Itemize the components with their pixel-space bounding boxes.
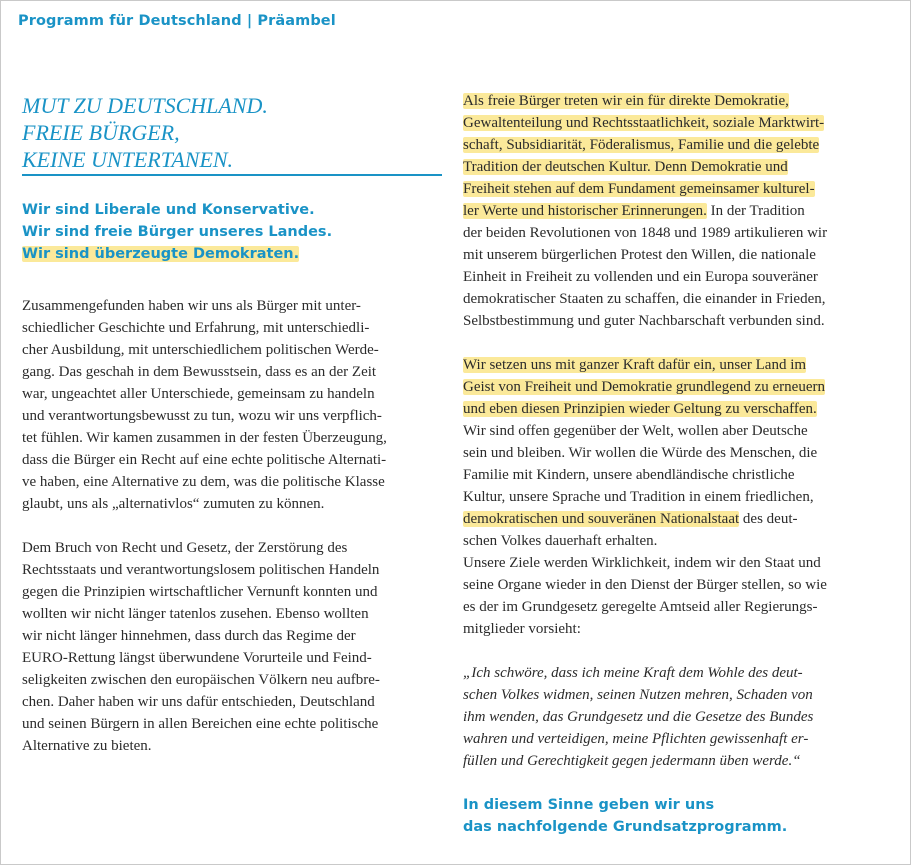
paragraph-right-1: [463, 90, 893, 332]
text-line: seine Organe wieder in den Dienst der Bürger stellen, so wie: [463, 577, 827, 593]
text-line: ve haben, eine Alternative zu dem, was die politische Klasse: [22, 474, 385, 490]
highlighted-text: Tradition der deutschen Kultur. Denn Demokratie und: [463, 159, 788, 175]
text-line: Dem Bruch von Recht und Gesetz, der Zerstörung des: [22, 540, 348, 556]
quote-line: „Ich schwöre, dass ich meine Kraft dem Wohle des deut-: [463, 665, 803, 681]
text-line: sein und bleiben. Wir wollen die Würde des Menschen, die: [463, 445, 818, 461]
quote-line: ihm wenden, das Grundgesetz und die Gesetze des Bundes: [463, 709, 814, 725]
highlighted-text: Gewaltenteilung und Rechtsstaatlichkeit, soziale Marktwirt-: [463, 115, 825, 131]
left-column: [22, 92, 444, 757]
text-line: tet fühlen. Wir kamen zusammen in der festen Überzeugung,: [22, 430, 387, 446]
text-fragment: des deut-: [739, 511, 798, 527]
page-title: [22, 92, 442, 176]
right-column: [463, 90, 893, 838]
text-line: wollten wir nicht länger tatenlos zusehen. Ebenso wollten: [22, 606, 369, 622]
text-line: [463, 398, 893, 420]
page-header: Programm für Deutschland | Präambel: [18, 13, 336, 29]
intro-statements: [22, 199, 444, 265]
text-line: [463, 508, 893, 530]
text-line: Unsere Ziele werden Wirklichkeit, indem wir den Staat und: [463, 555, 821, 571]
text-line: [463, 156, 893, 178]
text-line: Rechtsstaats und verantwortungslosem politischen Handeln: [22, 562, 380, 578]
text-line: cher Ausbildung, mit unterschiedlichem politischen Werde-: [22, 342, 379, 358]
text-line: Kultur, unsere Sprache und Tradition in einem friedlichen,: [463, 489, 814, 505]
closing-line: das nachfolgende Grundsatzprogramm.: [463, 819, 788, 835]
closing-statement: [463, 794, 893, 838]
highlighted-text: demokratischen und souveränen Nationalstaat: [463, 511, 740, 527]
text-fragment: In der Tradition: [706, 203, 805, 219]
text-line: seligkeiten zwischen den europäischen Völkern neu aufbre-: [22, 672, 380, 688]
highlighted-text: und eben diesen Prinzipien wieder Geltung zu verschaffen.: [463, 401, 817, 417]
text-line: war, ungeachtet aller Unterschiede, gemeinsam zu handeln: [22, 386, 375, 402]
text-line: chen. Daher haben wir uns dafür entschieden, Deutschland: [22, 694, 375, 710]
text-line: demokratischer Staaten zu schaffen, die einander in Frieden,: [463, 291, 826, 307]
text-line: glaubt, uns als „alternativlos“ zumuten zu können.: [22, 496, 325, 512]
text-line: Selbstbestimmung und guter Nachbarschaft verbunden sind.: [463, 313, 825, 329]
text-line: es der im Grundgesetz geregelte Amtseid aller Regierungs-: [463, 599, 818, 615]
text-line: mit unserem bürgerlichen Protest den Willen, die nationale: [463, 247, 816, 263]
text-line: [463, 112, 893, 134]
text-line: wir nicht länger hinnehmen, dass durch das Regime der: [22, 628, 356, 644]
intro-line: [22, 243, 444, 265]
quote-line: wahren und verteidigen, meine Pflichten gewissenhaft er-: [463, 731, 809, 747]
highlighted-text: ler Werte und historischer Erinnerungen.: [463, 203, 707, 219]
text-line: Alternative zu bieten.: [22, 738, 152, 754]
quote-line: füllen und Gerechtigkeit gegen jedermann üben werde.“: [463, 753, 801, 769]
text-line: [463, 90, 893, 112]
text-line: schiedlicher Geschichte und Erfahrung, mit unterschiedli-: [22, 320, 370, 336]
text-line: dass die Bürger ein Recht auf eine echte politische Alternati-: [22, 452, 387, 468]
text-line: mitglieder vorsieht:: [463, 621, 581, 637]
text-line: gang. Das geschah in dem Bewusstsein, dass es an der Zeit: [22, 364, 377, 380]
intro-highlight: Wir sind überzeugte Demokraten.: [22, 246, 300, 262]
closing-line: In diesem Sinne geben wir uns: [463, 797, 715, 813]
text-line: [463, 200, 893, 222]
text-line: Familie mit Kindern, unsere abendländische christliche: [463, 467, 795, 483]
text-line: gegen die Prinzipien wirtschaftlicher Vernunft konnten und: [22, 584, 378, 600]
paragraph-left-2: [22, 537, 444, 757]
text-line: schen Volkes dauerhaft erhalten.: [463, 533, 658, 549]
intro-line: Wir sind Liberale und Konservative.: [22, 202, 315, 218]
text-line: [463, 376, 893, 398]
text-line: und seinen Bürgern in allen Bereichen eine echte politische: [22, 716, 379, 732]
highlighted-text: Geist von Freiheit und Demokratie grundlegend zu erneuern: [463, 379, 825, 395]
text-line: und verantwortungsbewusst zu tun, wozu wir uns verpflich-: [22, 408, 382, 424]
text-line: [463, 178, 893, 200]
text-line: Wir sind offen gegenüber der Welt, wollen aber Deutsche: [463, 423, 808, 439]
highlighted-text: schaft, Subsidiarität, Föderalismus, Familie und die gelebte: [463, 137, 820, 153]
intro-line: Wir sind freie Bürger unseres Landes.: [22, 224, 333, 240]
title-line: KEINE UNTERTANEN.: [22, 147, 234, 172]
text-line: der beiden Revolutionen von 1848 und 1989 artikulieren wir: [463, 225, 828, 241]
paragraph-left-1: [22, 295, 444, 515]
text-line: EURO-Rettung längst überwundene Vorurteile und Feind-: [22, 650, 372, 666]
highlighted-text: Wir setzen uns mit ganzer Kraft dafür ein, unser Land im: [463, 357, 807, 373]
text-line: Einheit in Freiheit zu vollenden und ein Europa souveräner: [463, 269, 818, 285]
text-line: [463, 354, 893, 376]
text-line: [463, 134, 893, 156]
highlighted-text: Als freie Bürger treten wir ein für direkte Demokratie,: [463, 93, 789, 109]
quote-line: schen Volkes widmen, seinen Nutzen mehren, Schaden von: [463, 687, 813, 703]
title-line: FREIE BÜRGER,: [22, 120, 180, 145]
title-line: MUT ZU DEUTSCHLAND.: [22, 93, 268, 118]
text-line: Zusammengefunden haben wir uns als Bürger mit unter-: [22, 298, 361, 314]
oath-quote: [463, 662, 893, 772]
highlighted-text: Freiheit stehen auf dem Fundament gemeinsamer kulturel-: [463, 181, 815, 197]
paragraph-right-2: [463, 354, 893, 640]
